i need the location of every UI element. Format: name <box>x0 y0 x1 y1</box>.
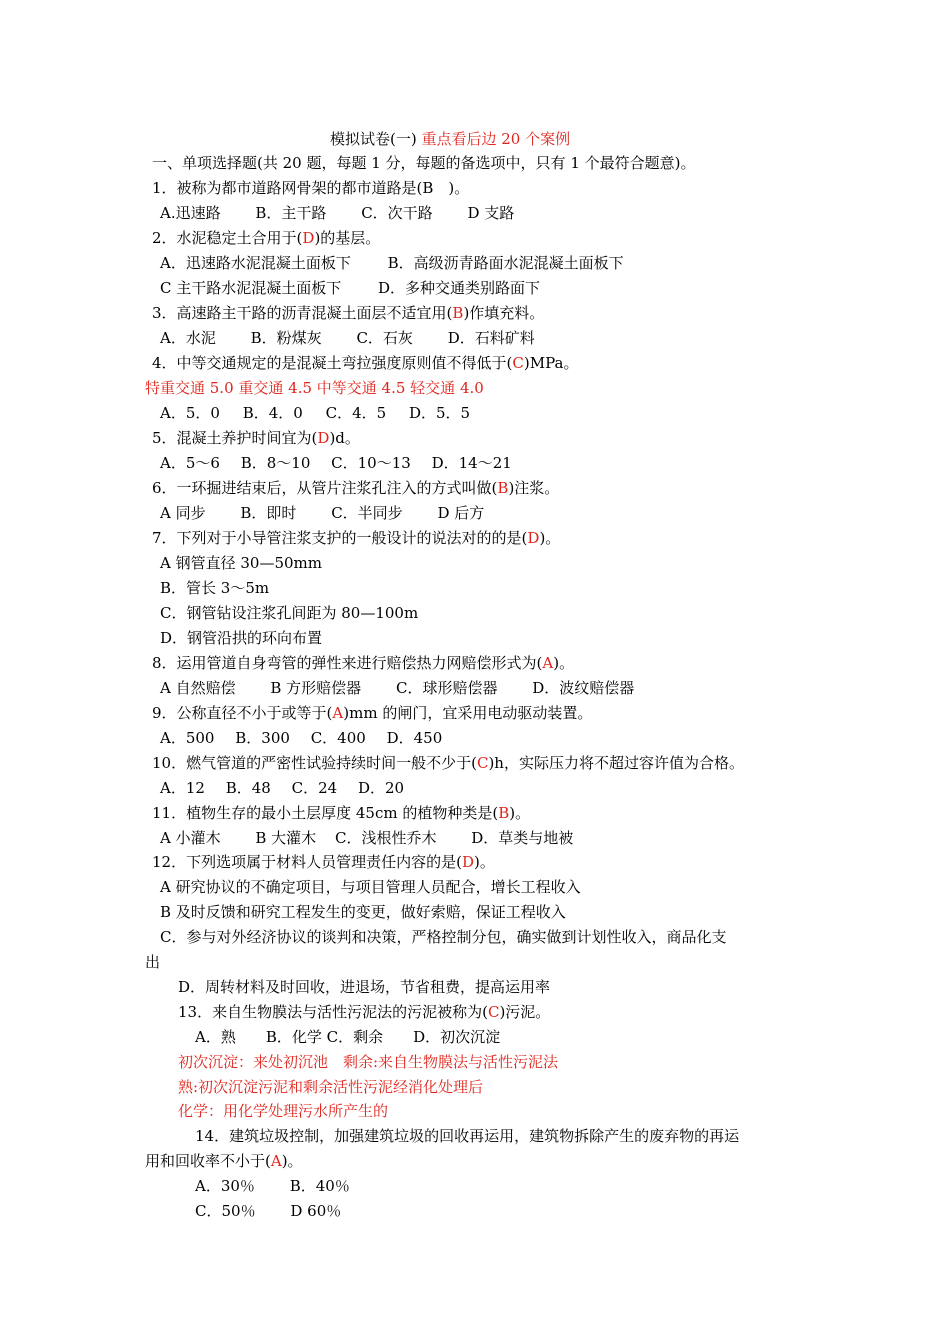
option: D 60％ <box>290 1202 342 1220</box>
question-text: 6．一环掘进结束后，从管片注浆孔注入的方式叫做( <box>152 479 498 497</box>
option: A．500 <box>160 729 215 747</box>
question-8 <box>152 653 574 673</box>
section-heading: 一、单项选择题(共 20 题，每题 1 分，每题的备选项中，只有 1 个最符合题意)。 <box>152 154 696 172</box>
question-text: )。 <box>539 529 561 547</box>
answer: C <box>487 1003 500 1021</box>
question-text: )。 <box>473 853 495 871</box>
option: D．450 <box>386 729 443 747</box>
option: B．主干路 <box>255 204 327 222</box>
option: C．24 <box>291 779 338 797</box>
question-text: )。 <box>509 804 531 822</box>
question-1-options <box>160 203 514 223</box>
question-5 <box>152 428 360 448</box>
option: C．50％ <box>195 1202 256 1220</box>
option: B．高级沥青路面水泥混凝土面板下 <box>387 254 624 272</box>
question-10 <box>152 753 744 773</box>
question-text: 5．混凝土养护时间宜为( <box>152 429 318 447</box>
answer: C <box>476 754 489 772</box>
question-14-options-row1 <box>195 1176 350 1196</box>
question-text: )。 <box>553 654 575 672</box>
option: A.迅速路 <box>160 204 221 222</box>
question-text: 2．水泥稳定土合用于( <box>152 229 303 247</box>
question-text: )。 <box>281 1152 303 1170</box>
option: B．4．0 <box>242 404 303 422</box>
option: C．4．5 <box>325 404 387 422</box>
question-12-option-c: C．参与对外经济协议的谈判和决策，严格控制分包，确实做到计划性收入，商品化支 <box>160 928 727 946</box>
question-12-option-a: A 研究协议的不确定项目，与项目管理人员配合，增长工程收入 <box>160 878 581 896</box>
option: D．波纹赔偿器 <box>532 679 635 697</box>
option: A 小灌木 <box>160 829 221 847</box>
option: A 同步 <box>160 504 206 522</box>
question-9-options <box>160 728 442 748</box>
option: D 支路 <box>467 204 515 222</box>
answer: D <box>461 853 474 871</box>
question-6-options <box>160 503 484 523</box>
answer: B <box>452 304 464 322</box>
question-7-option-b: B．管长 3～5m <box>160 579 270 597</box>
question-4-options <box>160 403 470 423</box>
option: B．48 <box>225 779 271 797</box>
option: B．粉煤灰 <box>250 329 322 347</box>
option: D．多种交通类别路面下 <box>378 279 541 297</box>
question-text: 8．运用管道自身弯管的弹性来进行赔偿热力网赔偿形式为( <box>152 654 543 672</box>
answer: D <box>302 229 315 247</box>
option: C．浅根性乔木 <box>334 829 437 847</box>
question-8-options <box>160 678 634 698</box>
question-14: 14．建筑垃圾控制，加强建筑垃圾的回收再运用，建筑物拆除产生的废弃物的再运 <box>195 1127 740 1145</box>
question-14-options-row2 <box>195 1201 341 1221</box>
option: C．400 <box>310 729 366 747</box>
question-text: )h，实际压力将不超过容许值为合格。 <box>488 754 744 772</box>
option: C．石灰 <box>356 329 413 347</box>
question-13 <box>178 1002 550 1022</box>
question-6 <box>152 478 559 498</box>
option: B．300 <box>235 729 290 747</box>
option: B 方形赔偿器 <box>270 679 362 697</box>
question-12 <box>152 852 495 872</box>
title-note: 重点看后边 20 个案例 <box>421 130 571 148</box>
question-7-option-a: A 钢管直径 30—50mm <box>160 554 322 572</box>
question-text: 用和回收率不小于( <box>145 1152 271 1170</box>
option: D．14～21 <box>431 454 512 472</box>
question-7-option-d: D．钢管沿拱的环向布置 <box>160 629 323 647</box>
question-text: 13．来自生物膜法与活性污泥法的污泥被称为( <box>178 1003 488 1021</box>
question-7-option-c: C．钢管钻设注浆孔间距为 80—100m <box>160 604 419 622</box>
answer: B <box>498 804 510 822</box>
question-text: 3．高速路主干路的沥青混凝土面层不适宜用( <box>152 304 453 322</box>
question-13-options: A．熟 B．化学 C．剩余 D．初次沉淀 <box>195 1028 501 1046</box>
option: A．30％ <box>195 1177 255 1195</box>
question-text: 7．下列对于小导管注浆支护的一般设计的说法对的的是( <box>152 529 528 547</box>
option: B 大灌木 <box>255 829 317 847</box>
question-text: 4．中等交通规定的是混凝土弯拉强度原则值不得低于( <box>152 354 513 372</box>
question-text: )污泥。 <box>499 1003 551 1021</box>
question-5-options <box>160 453 512 473</box>
answer: B <box>497 479 509 497</box>
question-7 <box>152 528 560 548</box>
option: B．8～10 <box>240 454 311 472</box>
answer: C <box>512 354 524 372</box>
option: C．球形赔偿器 <box>395 679 498 697</box>
question-text: )作填充料。 <box>463 304 545 322</box>
option: A．5．0 <box>160 404 220 422</box>
option: A．12 <box>160 779 205 797</box>
option: C 主干路水泥混凝土面板下 <box>160 279 342 297</box>
question-4-note: 特重交通 5.0 重交通 4.5 中等交通 4.5 轻交通 4.0 <box>145 379 484 397</box>
option: A．5～6 <box>160 454 220 472</box>
question-text: 12．下列选项属于材料人员管理责任内容的是( <box>152 853 462 871</box>
answer: D <box>527 529 540 547</box>
answer: A <box>270 1152 282 1170</box>
question-11 <box>152 803 530 823</box>
option: D．20 <box>357 779 405 797</box>
question-10-options <box>160 778 404 798</box>
question-2 <box>152 228 380 248</box>
question-text: )d。 <box>329 429 360 447</box>
page-title <box>330 129 570 149</box>
question-1: 1．被称为都市道路网骨架的都市道路是(B )。 <box>152 179 470 197</box>
question-13-note-3: 化学：用化学处理污水所产生的 <box>178 1102 389 1120</box>
answer: A <box>332 704 344 722</box>
question-12-option-b: B 及时反馈和研究工程发生的变更，做好索赔，保证工程收入 <box>160 903 566 921</box>
question-text: )mm 的闸门，宜采用电动驱动装置。 <box>343 704 593 722</box>
question-13-note-1: 初次沉淀：来处初沉池 剩余:来自生物膜法与活性污泥法 <box>178 1053 559 1071</box>
question-14-cont <box>145 1151 303 1171</box>
option: C．半同步 <box>331 504 403 522</box>
option: D 后方 <box>437 504 485 522</box>
question-text: )的基层。 <box>314 229 381 247</box>
option: D．5．5 <box>408 404 471 422</box>
option: B．40％ <box>289 1177 350 1195</box>
option: B．即时 <box>240 504 297 522</box>
question-2-options-row1 <box>160 253 624 273</box>
option: C．次干路 <box>361 204 433 222</box>
answer: A <box>542 654 554 672</box>
option: A 自然赔偿 <box>160 679 236 697</box>
question-text: )注浆。 <box>508 479 560 497</box>
answer: D <box>317 429 330 447</box>
option: C．10～13 <box>331 454 411 472</box>
question-2-options-row2 <box>160 278 540 298</box>
question-text: )MPa。 <box>523 354 579 372</box>
question-12-option-d: D．周转材料及时回收，进退场，节省租费，提高运用率 <box>178 978 551 996</box>
option: A．迅速路水泥混凝土面板下 <box>160 254 351 272</box>
question-9 <box>152 703 592 723</box>
question-3 <box>152 303 544 323</box>
question-12-option-c-cont: 出 <box>145 953 161 971</box>
option: A．水泥 <box>160 329 216 347</box>
question-text: 9．公称直径不小于或等于( <box>152 704 333 722</box>
question-text: 11．植物生存的最小土层厚度 45cm 的植物种类是( <box>152 804 499 822</box>
question-3-options <box>160 328 535 348</box>
title-main: 模拟试卷(一) <box>330 130 417 148</box>
question-text: 10．燃气管道的严密性试验持续时间一般不少于( <box>152 754 477 772</box>
option: D．石料矿料 <box>447 329 535 347</box>
question-11-options <box>160 828 573 848</box>
question-4 <box>152 353 578 373</box>
question-13-note-2: 熟:初次沉淀污泥和剩余活性污泥经消化处理后 <box>178 1078 484 1096</box>
option: D．草类与地被 <box>471 829 574 847</box>
